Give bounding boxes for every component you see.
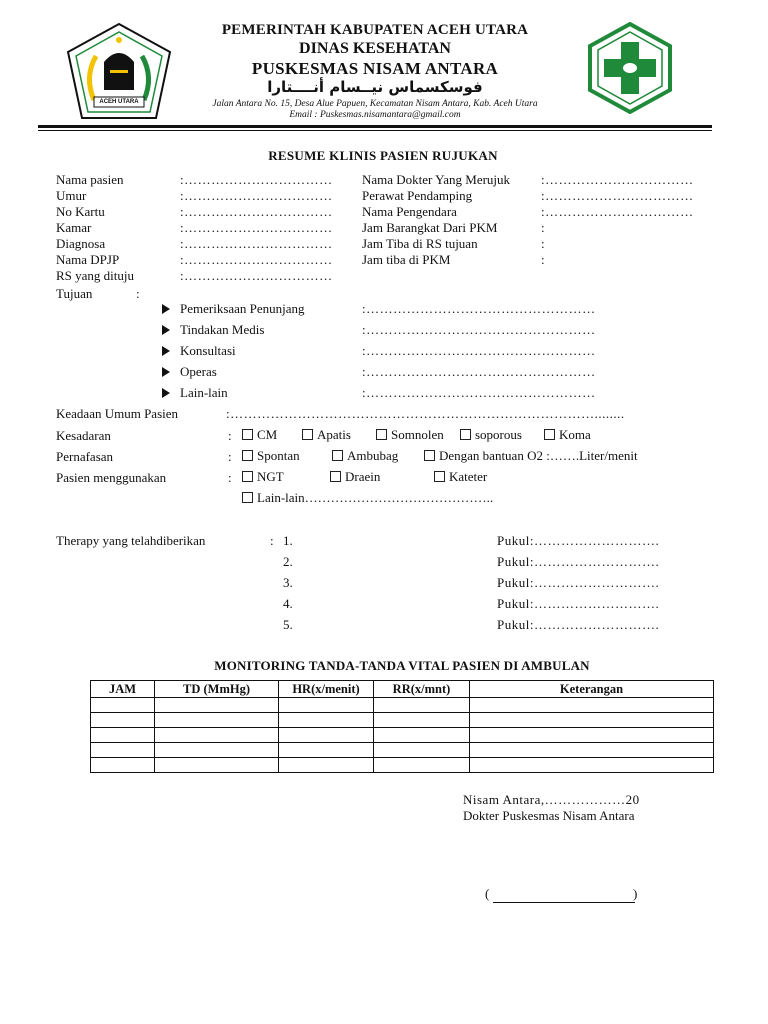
table-row — [91, 758, 714, 773]
tujuan-item-label: Operas — [180, 364, 217, 379]
header-arabic: فوسكسماس نيــسام أنــــتارا — [267, 78, 483, 96]
left-dots-5[interactable]: :…………………………… — [180, 236, 333, 251]
kesadaran-option-cm[interactable] — [242, 427, 277, 443]
header-email: Email : Puskesmas.nisamantara@gmail.com — [289, 110, 461, 120]
table-cell[interactable] — [155, 758, 279, 773]
left-logo-text: ACEH UTARA — [99, 99, 139, 105]
field-label: RS yang dituju — [56, 268, 135, 283]
field-label: Nama DPJP — [56, 252, 120, 267]
checkbox-icon[interactable] — [242, 471, 253, 482]
header-line-3: PUSKESMAS NISAM ANTARA — [251, 59, 499, 78]
column-header-td: TD (MmHg) — [155, 681, 279, 698]
option-label: Kateter — [449, 469, 488, 484]
tujuan-dots-3[interactable]: :…………………………………………… — [362, 343, 596, 358]
right-field-jam-berangkat — [362, 220, 497, 236]
header-line-1: PEMERINTAH KABUPATEN ACEH UTARA — [221, 22, 529, 38]
table-cell[interactable] — [470, 713, 714, 728]
tujuan-item-tindakan — [162, 322, 264, 338]
left-field-rs-dituju — [56, 268, 134, 284]
therapy-label: Therapy yang telahdiberikan — [56, 533, 206, 548]
option-label: Draein — [345, 469, 381, 484]
left-logo — [64, 22, 174, 122]
pasien-label: Pasien menggunakan — [56, 470, 167, 485]
field-label: Nama Dokter Yang Merujuk — [362, 172, 511, 187]
tujuan-item-label: Pemeriksaan Penunjang — [180, 301, 305, 316]
left-dots-3[interactable]: :…………………………… — [180, 204, 333, 219]
header-address: Jalan Antara No. 15, Desa Alue Papuen, Kecamatan Nisam Antara, Kab. Aceh Utara — [212, 99, 538, 109]
table-cell[interactable] — [374, 698, 470, 713]
tujuan-item-penunjang — [162, 301, 305, 317]
table-cell[interactable] — [470, 758, 714, 773]
table-cell[interactable] — [155, 728, 279, 743]
right-dots-2[interactable]: :…………………………… — [541, 188, 694, 203]
o2-liter-field[interactable]: :…….Liter/menit — [546, 448, 638, 463]
tujuan-dots-1[interactable]: :…………………………………………… — [362, 301, 596, 316]
checkbox-icon[interactable] — [424, 450, 435, 461]
table-cell[interactable] — [279, 713, 374, 728]
tujuan-label — [56, 286, 140, 302]
pernafasan-option-spontan[interactable] — [242, 448, 300, 464]
checkbox-icon[interactable] — [330, 471, 341, 482]
left-field-diagnosa — [56, 236, 105, 252]
right-colon-6[interactable]: : — [541, 252, 545, 267]
vital-signs-table — [90, 680, 714, 773]
option-label: Dengan bantuan O2 — [439, 448, 543, 463]
pasien-option-ngt[interactable] — [242, 469, 284, 485]
right-field-jam-tiba-rs — [362, 236, 478, 252]
table-cell[interactable] — [91, 698, 155, 713]
table-cell[interactable] — [374, 713, 470, 728]
tujuan-dots-5[interactable]: :…………………………………………… — [362, 385, 596, 400]
left-field-umur — [56, 188, 86, 204]
signature-name-line[interactable] — [485, 886, 641, 904]
tujuan-dots-2[interactable]: :…………………………………………… — [362, 322, 596, 337]
pasien-colon: : — [228, 470, 232, 485]
aceh-utara-emblem-icon — [64, 22, 174, 122]
left-dots-7[interactable]: :…………………………… — [180, 268, 333, 283]
option-label: Koma — [559, 427, 591, 442]
pasien-option-lain[interactable] — [242, 490, 493, 506]
table-cell[interactable] — [155, 713, 279, 728]
pasien-option-kateter[interactable] — [434, 469, 487, 485]
left-field-kamar — [56, 220, 91, 236]
option-label: NGT — [257, 469, 284, 484]
checkbox-icon[interactable] — [544, 429, 555, 440]
checkbox-icon[interactable] — [302, 429, 313, 440]
option-label: Ambubag — [347, 448, 399, 463]
column-header-keterangan: Keterangan — [470, 681, 714, 698]
table-row — [91, 698, 714, 713]
therapy-number-2: 2. — [283, 554, 293, 569]
header-rule-thick — [38, 125, 712, 128]
table-cell[interactable] — [279, 758, 374, 773]
checkbox-icon[interactable] — [242, 429, 253, 440]
table-header-row — [91, 681, 714, 698]
table-cell[interactable] — [155, 698, 279, 713]
arrow-bullet-icon — [162, 304, 170, 314]
kesadaran-option-somnolen[interactable] — [376, 427, 444, 443]
option-label: Apatis — [317, 427, 351, 442]
option-label[interactable]: Lain-lain…………………………………….. — [257, 490, 494, 505]
table-cell[interactable] — [374, 758, 470, 773]
table-cell[interactable] — [91, 743, 155, 758]
checkbox-icon[interactable] — [376, 429, 387, 440]
close-paren: ) — [633, 886, 638, 901]
field-label: Jam tiba di PKM — [362, 252, 451, 267]
tujuan-item-label: Tindakan Medis — [180, 322, 265, 337]
therapy-number-4: 4. — [283, 596, 293, 611]
arrow-bullet-icon — [162, 388, 170, 398]
table-row — [91, 713, 714, 728]
tujuan-text: Tujuan — [56, 286, 93, 301]
kesadaran-option-soporous[interactable] — [460, 427, 522, 443]
arrow-bullet-icon — [162, 325, 170, 335]
signature-place-date[interactable]: Nisam Antara,………………20 — [463, 792, 640, 807]
header-line-2: DINAS KESEHATAN — [299, 40, 451, 57]
arrow-bullet-icon — [162, 346, 170, 356]
table-cell[interactable] — [374, 728, 470, 743]
left-dots-6[interactable]: :…………………………… — [180, 252, 333, 267]
kesadaran-option-koma[interactable] — [544, 427, 591, 443]
tujuan-item-operas — [162, 364, 217, 380]
table-cell[interactable] — [470, 743, 714, 758]
tujuan-item-lain — [162, 385, 228, 401]
option-label: Somnolen — [391, 427, 444, 442]
therapy-number-1: 1. — [283, 533, 293, 548]
table-cell[interactable] — [91, 758, 155, 773]
header-rule-thin — [38, 130, 712, 131]
pukul-field-2[interactable]: Pukul:………………………. — [497, 554, 660, 569]
right-colon-5[interactable]: : — [541, 236, 545, 251]
field-label: No Kartu — [56, 204, 105, 219]
right-dots-3[interactable]: :…………………………… — [541, 204, 694, 219]
table-cell[interactable] — [470, 698, 714, 713]
column-header-hr: HR(x/menit) — [279, 681, 374, 698]
right-field-pengendara — [362, 204, 457, 220]
left-dots-2[interactable]: :…………………………… — [180, 188, 333, 203]
option-label: soporous — [475, 427, 522, 442]
therapy-colon: : — [270, 533, 274, 548]
checkbox-icon[interactable] — [332, 450, 343, 461]
pukul-field-1[interactable]: Pukul:………………………. — [497, 533, 660, 548]
right-field-dokter — [362, 172, 510, 188]
pernafasan-label: Pernafasan — [56, 449, 114, 464]
right-logo — [584, 22, 676, 114]
right-colon-4[interactable]: : — [541, 220, 545, 235]
form-title: RESUME KLINIS PASIEN RUJUKAN — [268, 148, 498, 163]
right-field-jam-tiba-pkm — [362, 252, 450, 268]
right-dots-1[interactable]: :…………………………… — [541, 172, 694, 187]
left-field-nama-pasien — [56, 172, 124, 188]
field-label: Jam Barangkat Dari PKM — [362, 220, 498, 235]
checkbox-icon[interactable] — [434, 471, 445, 482]
table-cell[interactable] — [91, 713, 155, 728]
field-label: Umur — [56, 188, 87, 203]
table-cell[interactable] — [91, 728, 155, 743]
field-label: Kamar — [56, 220, 92, 235]
field-label: Perawat Pendamping — [362, 188, 473, 203]
kesadaran-colon: : — [228, 428, 232, 443]
keadaan-dots[interactable]: :………………………………………………………………………........ — [226, 406, 625, 421]
pukul-field-3[interactable]: Pukul:………………………. — [497, 575, 660, 590]
table-cell[interactable] — [279, 728, 374, 743]
puskesmas-logo-icon — [584, 22, 676, 114]
tujuan-item-label: Lain-lain — [180, 385, 228, 400]
table-cell[interactable] — [374, 743, 470, 758]
kesadaran-option-apatis[interactable] — [302, 427, 351, 443]
option-label: Spontan — [257, 448, 300, 463]
arrow-bullet-icon — [162, 367, 170, 377]
therapy-number-3: 3. — [283, 575, 293, 590]
left-field-nama-dpjp — [56, 252, 119, 268]
pernafasan-option-ambubag[interactable] — [332, 448, 398, 464]
tujuan-item-konsultasi — [162, 343, 236, 359]
column-header-rr: RR(x/mnt) — [374, 681, 470, 698]
table-row — [91, 743, 714, 758]
pernafasan-option-o2[interactable] — [424, 448, 638, 464]
pasien-option-draein[interactable] — [330, 469, 380, 485]
monitoring-title: MONITORING TANDA-TANDA VITAL PASIEN DI AMBULAN — [214, 658, 590, 673]
tujuan-item-label: Konsultasi — [180, 343, 236, 358]
right-field-perawat — [362, 188, 472, 204]
pukul-field-5[interactable]: Pukul:………………………. — [497, 617, 660, 632]
signature-title: Dokter Puskesmas Nisam Antara — [463, 808, 635, 823]
therapy-number-5: 5. — [283, 617, 293, 632]
tujuan-dots-4[interactable]: :…………………………………………… — [362, 364, 596, 379]
pernafasan-colon: : — [228, 449, 232, 464]
checkbox-icon[interactable] — [242, 492, 253, 503]
pukul-field-4[interactable]: Pukul:………………………. — [497, 596, 660, 611]
field-label: Jam Tiba di RS tujuan — [362, 236, 478, 251]
left-field-no-kartu — [56, 204, 105, 220]
field-label: Nama Pengendara — [362, 204, 457, 219]
kesadaran-label: Kesadaran — [56, 428, 111, 443]
table-cell[interactable] — [470, 728, 714, 743]
open-paren: ( — [485, 886, 490, 901]
table-cell[interactable] — [155, 743, 279, 758]
table-row — [91, 728, 714, 743]
field-label: Diagnosa — [56, 236, 106, 251]
signature-underline — [493, 902, 635, 903]
keadaan-label: Keadaan Umum Pasien — [56, 406, 179, 421]
tujuan-colon: : — [136, 286, 140, 301]
table-cell[interactable] — [279, 698, 374, 713]
column-header-jam: JAM — [91, 681, 155, 698]
field-label: Nama pasien — [56, 172, 124, 187]
left-dots-1[interactable]: :…………………………… — [180, 172, 333, 187]
checkbox-icon[interactable] — [242, 450, 253, 461]
checkbox-icon[interactable] — [460, 429, 471, 440]
option-label: CM — [257, 427, 278, 442]
table-cell[interactable] — [279, 743, 374, 758]
left-dots-4[interactable]: :…………………………… — [180, 220, 333, 235]
